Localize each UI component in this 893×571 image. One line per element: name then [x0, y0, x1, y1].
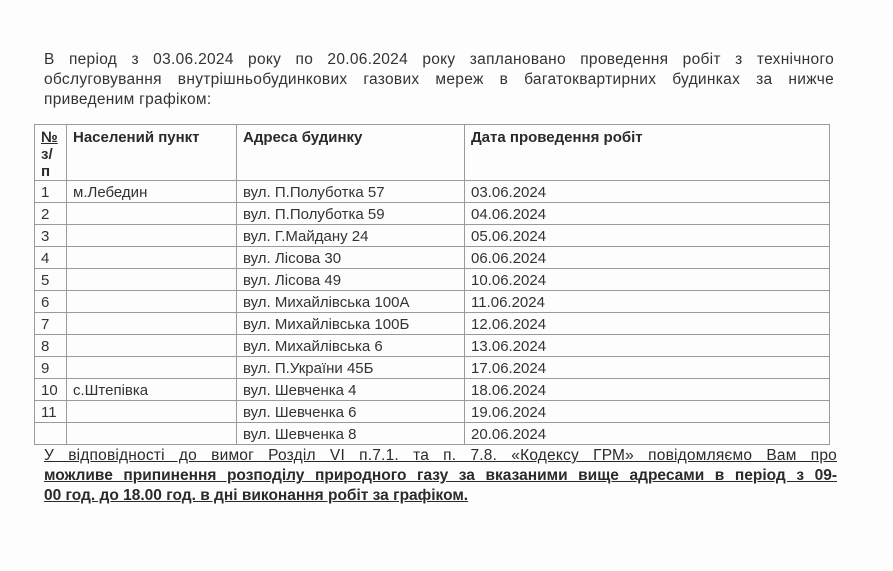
table-row [35, 423, 830, 445]
intro-line-3: приведеним графіком: [44, 91, 212, 108]
cell-number: 5 [35, 269, 67, 291]
cell-number: 8 [35, 335, 67, 357]
cell-place [67, 357, 237, 379]
cell-number: 7 [35, 313, 67, 335]
cell-date: 10.06.2024 [465, 269, 830, 291]
table-row [35, 357, 830, 379]
cell-number: 1 [35, 181, 67, 203]
table-row [35, 247, 830, 269]
cell-number: 2 [35, 203, 67, 225]
intro-line-2: обслуговування внутрішньобудинкових газових мереж в багатоквартирних будинках за нижче [44, 71, 834, 88]
cell-number: 11 [35, 401, 67, 423]
header-number-sub: з/п [41, 146, 53, 180]
cell-date: 19.06.2024 [465, 401, 830, 423]
cell-number: 4 [35, 247, 67, 269]
cell-place [67, 269, 237, 291]
cell-place [67, 247, 237, 269]
cell-date: 03.06.2024 [465, 181, 830, 203]
table-header-row [35, 125, 830, 181]
cell-place [67, 423, 237, 445]
notice-line-1: У відповідності до вимог Розділ VI п.7.1. та п. 7.8. «Кодексу ГРМ» повідомляємо Вам про [44, 447, 837, 464]
cell-place [67, 313, 237, 335]
cell-place: м.Лебедин [67, 181, 237, 203]
cell-address: вул. Михайлівська 100А [237, 291, 465, 313]
cell-place [67, 203, 237, 225]
header-number-sign: № [41, 129, 58, 146]
intro-paragraph [44, 50, 834, 110]
cell-date: 20.06.2024 [465, 423, 830, 445]
cell-place [67, 335, 237, 357]
cell-address: вул. Шевченка 4 [237, 379, 465, 401]
cell-address: вул. Лісова 30 [237, 247, 465, 269]
cell-date: 11.06.2024 [465, 291, 830, 313]
table-row [35, 225, 830, 247]
cell-address: вул. Михайлівська 100Б [237, 313, 465, 335]
table-row [35, 379, 830, 401]
cell-date: 12.06.2024 [465, 313, 830, 335]
cell-date: 13.06.2024 [465, 335, 830, 357]
header-place: Населений пункт [67, 125, 237, 181]
cell-date: 04.06.2024 [465, 203, 830, 225]
cell-number [35, 423, 67, 445]
header-number [35, 125, 67, 181]
table-row [35, 401, 830, 423]
table-row [35, 269, 830, 291]
notice-paragraph [44, 446, 837, 506]
cell-address: вул. Лісова 49 [237, 269, 465, 291]
cell-number: 9 [35, 357, 67, 379]
intro-line-1: В період з 03.06.2024 року по 20.06.2024 року заплановано проведення робіт з технічного [44, 51, 834, 68]
cell-address: вул. Шевченка 6 [237, 401, 465, 423]
table-row [35, 181, 830, 203]
cell-place [67, 225, 237, 247]
cell-address: вул. П.Полуботка 59 [237, 203, 465, 225]
header-date: Дата проведення робіт [465, 125, 830, 181]
cell-date: 06.06.2024 [465, 247, 830, 269]
cell-place [67, 401, 237, 423]
cell-address: вул. Шевченка 8 [237, 423, 465, 445]
table-row [35, 335, 830, 357]
cell-place: с.Штепівка [67, 379, 237, 401]
cell-number: 3 [35, 225, 67, 247]
cell-address: вул. Г.Майдану 24 [237, 225, 465, 247]
table-row [35, 203, 830, 225]
header-address: Адреса будинку [237, 125, 465, 181]
cell-date: 05.06.2024 [465, 225, 830, 247]
table-row [35, 313, 830, 335]
cell-date: 18.06.2024 [465, 379, 830, 401]
cell-address: вул. П.України 45Б [237, 357, 465, 379]
cell-address: вул. Михайлівська 6 [237, 335, 465, 357]
schedule-table [34, 124, 830, 445]
cell-address: вул. П.Полуботка 57 [237, 181, 465, 203]
cell-number: 6 [35, 291, 67, 313]
notice-line-2: можливе припинення розподілу природного газу за вказаними вище адресами в період з 09- [44, 467, 837, 484]
table-row [35, 291, 830, 313]
cell-date: 17.06.2024 [465, 357, 830, 379]
cell-number: 10 [35, 379, 67, 401]
notice-line-3: 00 год. до 18.00 год. в дні виконання робіт за графіком. [44, 487, 469, 504]
table-body [35, 181, 830, 445]
cell-place [67, 291, 237, 313]
